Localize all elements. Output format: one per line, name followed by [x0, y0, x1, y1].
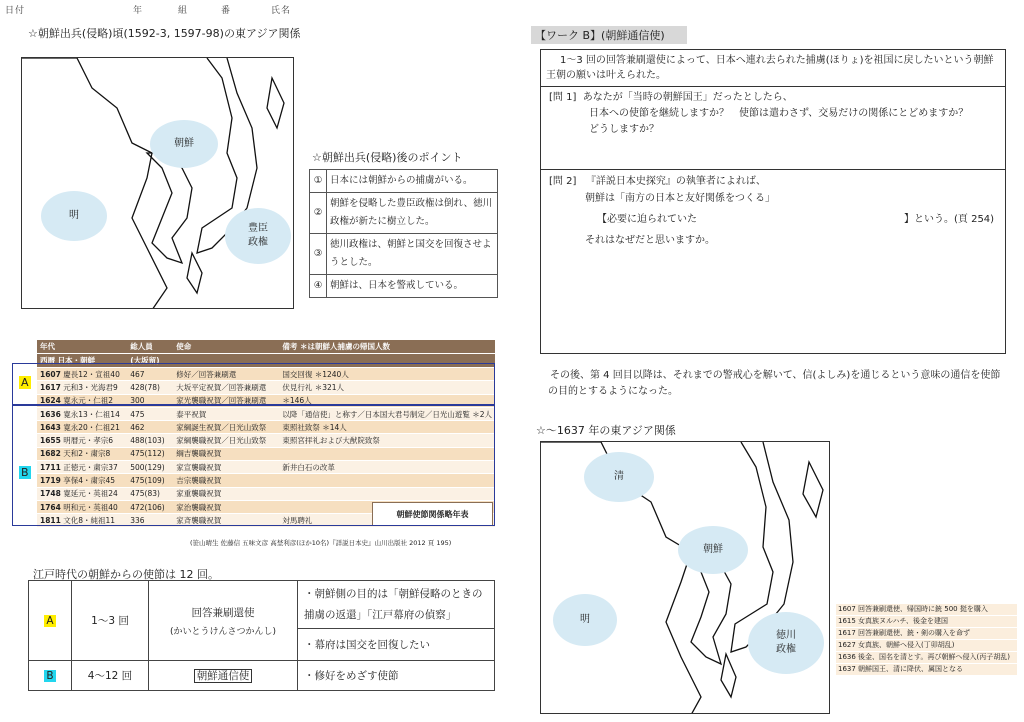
row-notes: 新井白石の改革: [279, 461, 495, 474]
q2-line-2: 朝鮮は「南方の日本と友好関係をつくる」: [585, 193, 775, 204]
row-a-reading: (かいとうけんさつかんし): [169, 626, 277, 637]
toyotomi-label: 豊臣 政権: [248, 223, 268, 248]
point-number: ②: [310, 193, 327, 234]
row-era: 寛永20・仁祖21: [63, 422, 120, 432]
row-members: 462: [127, 421, 173, 434]
row-era: 寛永元・仁祖2: [63, 396, 114, 406]
ming-label-bubble-2: [553, 594, 617, 646]
edo-title: 江戸時代の朝鮮からの使節は 12 回。: [33, 568, 219, 581]
row-mission: 家綱襲職祝賀／日光山致祭: [173, 434, 279, 447]
row-era: 慶長12・宣祖40: [63, 369, 120, 379]
point-row: [310, 170, 498, 193]
row-a-purpose-2: ・幕府は国交を回復したい: [298, 629, 495, 661]
legend-item: 1627 女真族、朝鮮へ侵入(丁卯胡乱): [836, 640, 1017, 652]
row-notes: 東照宮拝礼および大猷院致祭: [279, 434, 495, 447]
col-notes: 備考 ＊は朝鮮人捕虜の帰国人数: [279, 340, 495, 354]
group-a-box: [12, 363, 495, 405]
ming-label-bubble: [41, 191, 107, 241]
row-mission: 泰平祝賀: [173, 407, 279, 420]
row-a-purpose-1: ・朝鮮側の目的は「朝鮮侵略のときの捕虜の返還」「江戸幕府の偵察」: [298, 581, 495, 629]
row-mission: 家宣襲職祝賀: [173, 461, 279, 474]
intro-text: 1〜3 回の回答兼刷還使によって、日本へ連れ去られた捕虜(ほりょ)を祖国に戻したいという朝鮮王朝の願いは叶えられた。: [546, 55, 994, 81]
row-b: [29, 661, 495, 691]
after-text: その後、第 4 回目以降は、それまでの警戒心を解いて、信(よしみ)を通じるという意味の通信を使節の目的とするようになった。: [548, 370, 1001, 397]
row-mission: 家重襲職祝賀: [173, 487, 279, 500]
row-year: 1711: [40, 462, 61, 472]
tokugawa-label-bubble: [748, 612, 824, 674]
row-year: 1655: [40, 436, 61, 446]
row-era: 文化8・純祖11: [63, 515, 116, 525]
q2-line-3b: 】という。(頁 254): [904, 214, 995, 225]
row-members: 500(129): [127, 461, 173, 474]
col-era: 年代: [37, 340, 127, 354]
row-era: 明和元・英祖40: [63, 502, 118, 512]
row-members: 475(112): [127, 447, 173, 460]
row-a-label: A: [46, 614, 54, 627]
legend-item: 1615 女真族ヌルハチ、後金を建国: [836, 616, 1017, 628]
header: [5, 3, 305, 17]
point-text: 朝鮮を侵略した豊臣政権は倒れ、徳川政権が新たに樹立した。: [327, 193, 498, 234]
col-osaka: (大坂留): [127, 354, 173, 368]
row-year: 1624: [40, 396, 61, 406]
row-notes: 伏見行礼 ＊321人: [279, 381, 495, 394]
row-members: 475(83): [127, 487, 173, 500]
intro-row: [541, 50, 1005, 87]
row-year: 1617: [40, 382, 61, 392]
row-mission: 綱吉襲職祝賀: [173, 447, 279, 460]
row-mission: 大坂平定祝賀／回答兼刷還: [173, 381, 279, 394]
tokugawa-label: 徳川 政権: [776, 630, 796, 655]
legend-item: 1617 回答兼刷還使、銃・剣の購入を命ず: [836, 628, 1017, 640]
work-b-box: [540, 49, 1006, 354]
group-a-label: A: [21, 376, 29, 389]
toyotomi-label-bubble: [225, 208, 291, 264]
col-mission: 使命: [173, 340, 279, 354]
row-mission: 修好／回答兼刷還: [173, 368, 279, 381]
row-mission: 家治襲職祝賀: [173, 500, 279, 513]
qing-label: 清: [614, 471, 624, 482]
row-a-times: 1〜3 回: [72, 581, 149, 661]
korea-label-2: 朝鮮: [703, 544, 723, 555]
row-era: 正徳元・粛宗37: [63, 462, 118, 472]
q1-line-2: 日本への使節を継続しますか？ 使節は遣わさず、交易だけの関係にとどめますか？: [589, 108, 969, 119]
point-row: [310, 275, 498, 298]
row-members: 300: [127, 394, 173, 407]
point-text: 日本には朝鮮からの捕虜がいる。: [327, 170, 498, 193]
q1-line-3: どうしますか？: [589, 124, 659, 135]
korea-label-bubble-2: [678, 526, 748, 574]
row-notes: 東照社致祭 ＊14人: [279, 421, 495, 434]
chron-caption: 朝鮮使節関係略年表: [372, 502, 493, 526]
row-era: 寛永13・仁祖14: [63, 409, 120, 419]
row-year: 1607: [40, 369, 61, 379]
qing-label-bubble: [584, 452, 654, 502]
row-b-name: 朝鮮通信使: [194, 669, 253, 683]
map-east-asia-1637: [540, 441, 830, 714]
q2-label: [問 2]: [549, 176, 577, 187]
question-2-row[interactable]: [541, 170, 1005, 355]
row-notes: 対馬聘礼: [279, 514, 495, 527]
point-number: ③: [310, 234, 327, 275]
point-number: ①: [310, 170, 327, 193]
q2-line-4: それはなぜだと思いますか。: [585, 235, 715, 246]
row-members: 336: [127, 514, 173, 527]
row-era: 享保4・粛宗45: [63, 476, 116, 486]
points-title: ☆朝鮮出兵(侵略)後のポイント: [312, 151, 463, 164]
row-year: 1636: [40, 409, 61, 419]
point-row: [310, 234, 498, 275]
question-1-row[interactable]: [541, 87, 1005, 170]
map-outline: [22, 58, 294, 309]
row-era: 明暦元・孝宗6: [63, 436, 114, 446]
row-b-purpose: ・修好をめざす使節: [298, 661, 495, 691]
row-members: 467: [127, 368, 173, 381]
row-members: 428(78): [127, 381, 173, 394]
date-label: 日付: [5, 6, 26, 16]
ming-label: 明: [69, 210, 79, 221]
section-title-1592: ☆朝鮮出兵(侵略)頃(1592-3, 1597-98)の東アジア関係: [28, 27, 301, 40]
q1-line-1: あなたが「当時の朝鮮国王」だったとしたら、: [582, 92, 793, 103]
col-year-jp: 西暦 日本・朝鮮: [37, 354, 127, 368]
work-title: 【ワーク B】(朝鮮通信使): [531, 26, 687, 44]
legend-item: 1637 朝鮮国王、清に降伏、属国となる: [836, 664, 1017, 676]
class-label: 組: [178, 6, 189, 16]
row-notes: ＊146人: [279, 394, 495, 407]
map-east-asia-1592: [21, 57, 294, 309]
row-mission: 家綱誕生祝賀／日光山致祭: [173, 421, 279, 434]
section-title-1637: ☆〜1637 年の東アジア関係: [536, 424, 676, 437]
point-number: ④: [310, 275, 327, 298]
row-mission: 吉宗襲職祝賀: [173, 474, 279, 487]
point-text: 朝鮮は、日本を警戒している。: [327, 275, 498, 298]
row-year: 1643: [40, 422, 61, 432]
row-year: 1719: [40, 476, 61, 486]
row-year: 1811: [40, 515, 61, 525]
chron-source: (笹山晴生 佐藤信 五味文彦 高埜利彦(ほか10名)『詳説日本史』山川出版社 2012 頁 195): [190, 539, 452, 547]
legend-item: 1636 後金、国名を清とす。再び朝鮮へ侵入(丙子胡乱): [836, 652, 1017, 664]
row-members: 475: [127, 407, 173, 420]
name-label: 氏名: [271, 6, 292, 16]
col-members: 総人員: [127, 340, 173, 354]
row-b-times: 4〜12 回: [72, 661, 149, 691]
year-label: 年: [133, 6, 144, 16]
row-year: 1682: [40, 449, 61, 459]
korea-label: 朝鮮: [174, 138, 194, 149]
group-b-box: [12, 405, 495, 526]
row-era: 元和3・光海君9: [63, 382, 118, 392]
q2-line-3a: 【必要に迫られていた: [597, 214, 697, 225]
row-era: 寛延元・英祖24: [63, 489, 118, 499]
events-legend: [836, 604, 1017, 676]
row-members: 475(109): [127, 474, 173, 487]
q2-line-1: 『詳説日本史探究』の執筆者によれば、: [585, 176, 766, 187]
group-b-label: B: [21, 466, 29, 479]
envoy-summary-table: [28, 580, 495, 691]
row-mission: 家光襲職祝賀／回答兼刷還: [173, 394, 279, 407]
chron-head-row-1: [37, 340, 495, 354]
row-year: 1748: [40, 489, 61, 499]
row-members: 488(103): [127, 434, 173, 447]
row-year: 1764: [40, 502, 61, 512]
number-label: 番: [221, 6, 232, 16]
q1-label: [問 1]: [549, 92, 577, 103]
row-notes: 以降「通信使」と称す／日本国大君号制定／日光山遊覧 ＊2人: [279, 407, 495, 420]
row-b-label: B: [46, 669, 54, 682]
row-a: [29, 581, 495, 629]
row-mission: 家斉襲職祝賀: [173, 514, 279, 527]
points-table: [309, 169, 498, 298]
row-era: 天和2・粛宗8: [63, 449, 111, 459]
legend-item: 1607 回答兼刷還使、帰国時に銃 500 挺を購入: [836, 604, 1017, 616]
point-row: [310, 193, 498, 234]
row-members: 472(106): [127, 500, 173, 513]
row-notes: 国交回復 ＊1240人: [279, 368, 495, 381]
row-a-name: 回答兼刷還使: [191, 606, 255, 619]
korea-label-bubble: [150, 120, 218, 168]
ming-label-2: 明: [580, 614, 590, 625]
row-a-name-cell: [149, 581, 298, 661]
point-text: 徳川政権は、朝鮮と国交を回復させようとした。: [327, 234, 498, 275]
